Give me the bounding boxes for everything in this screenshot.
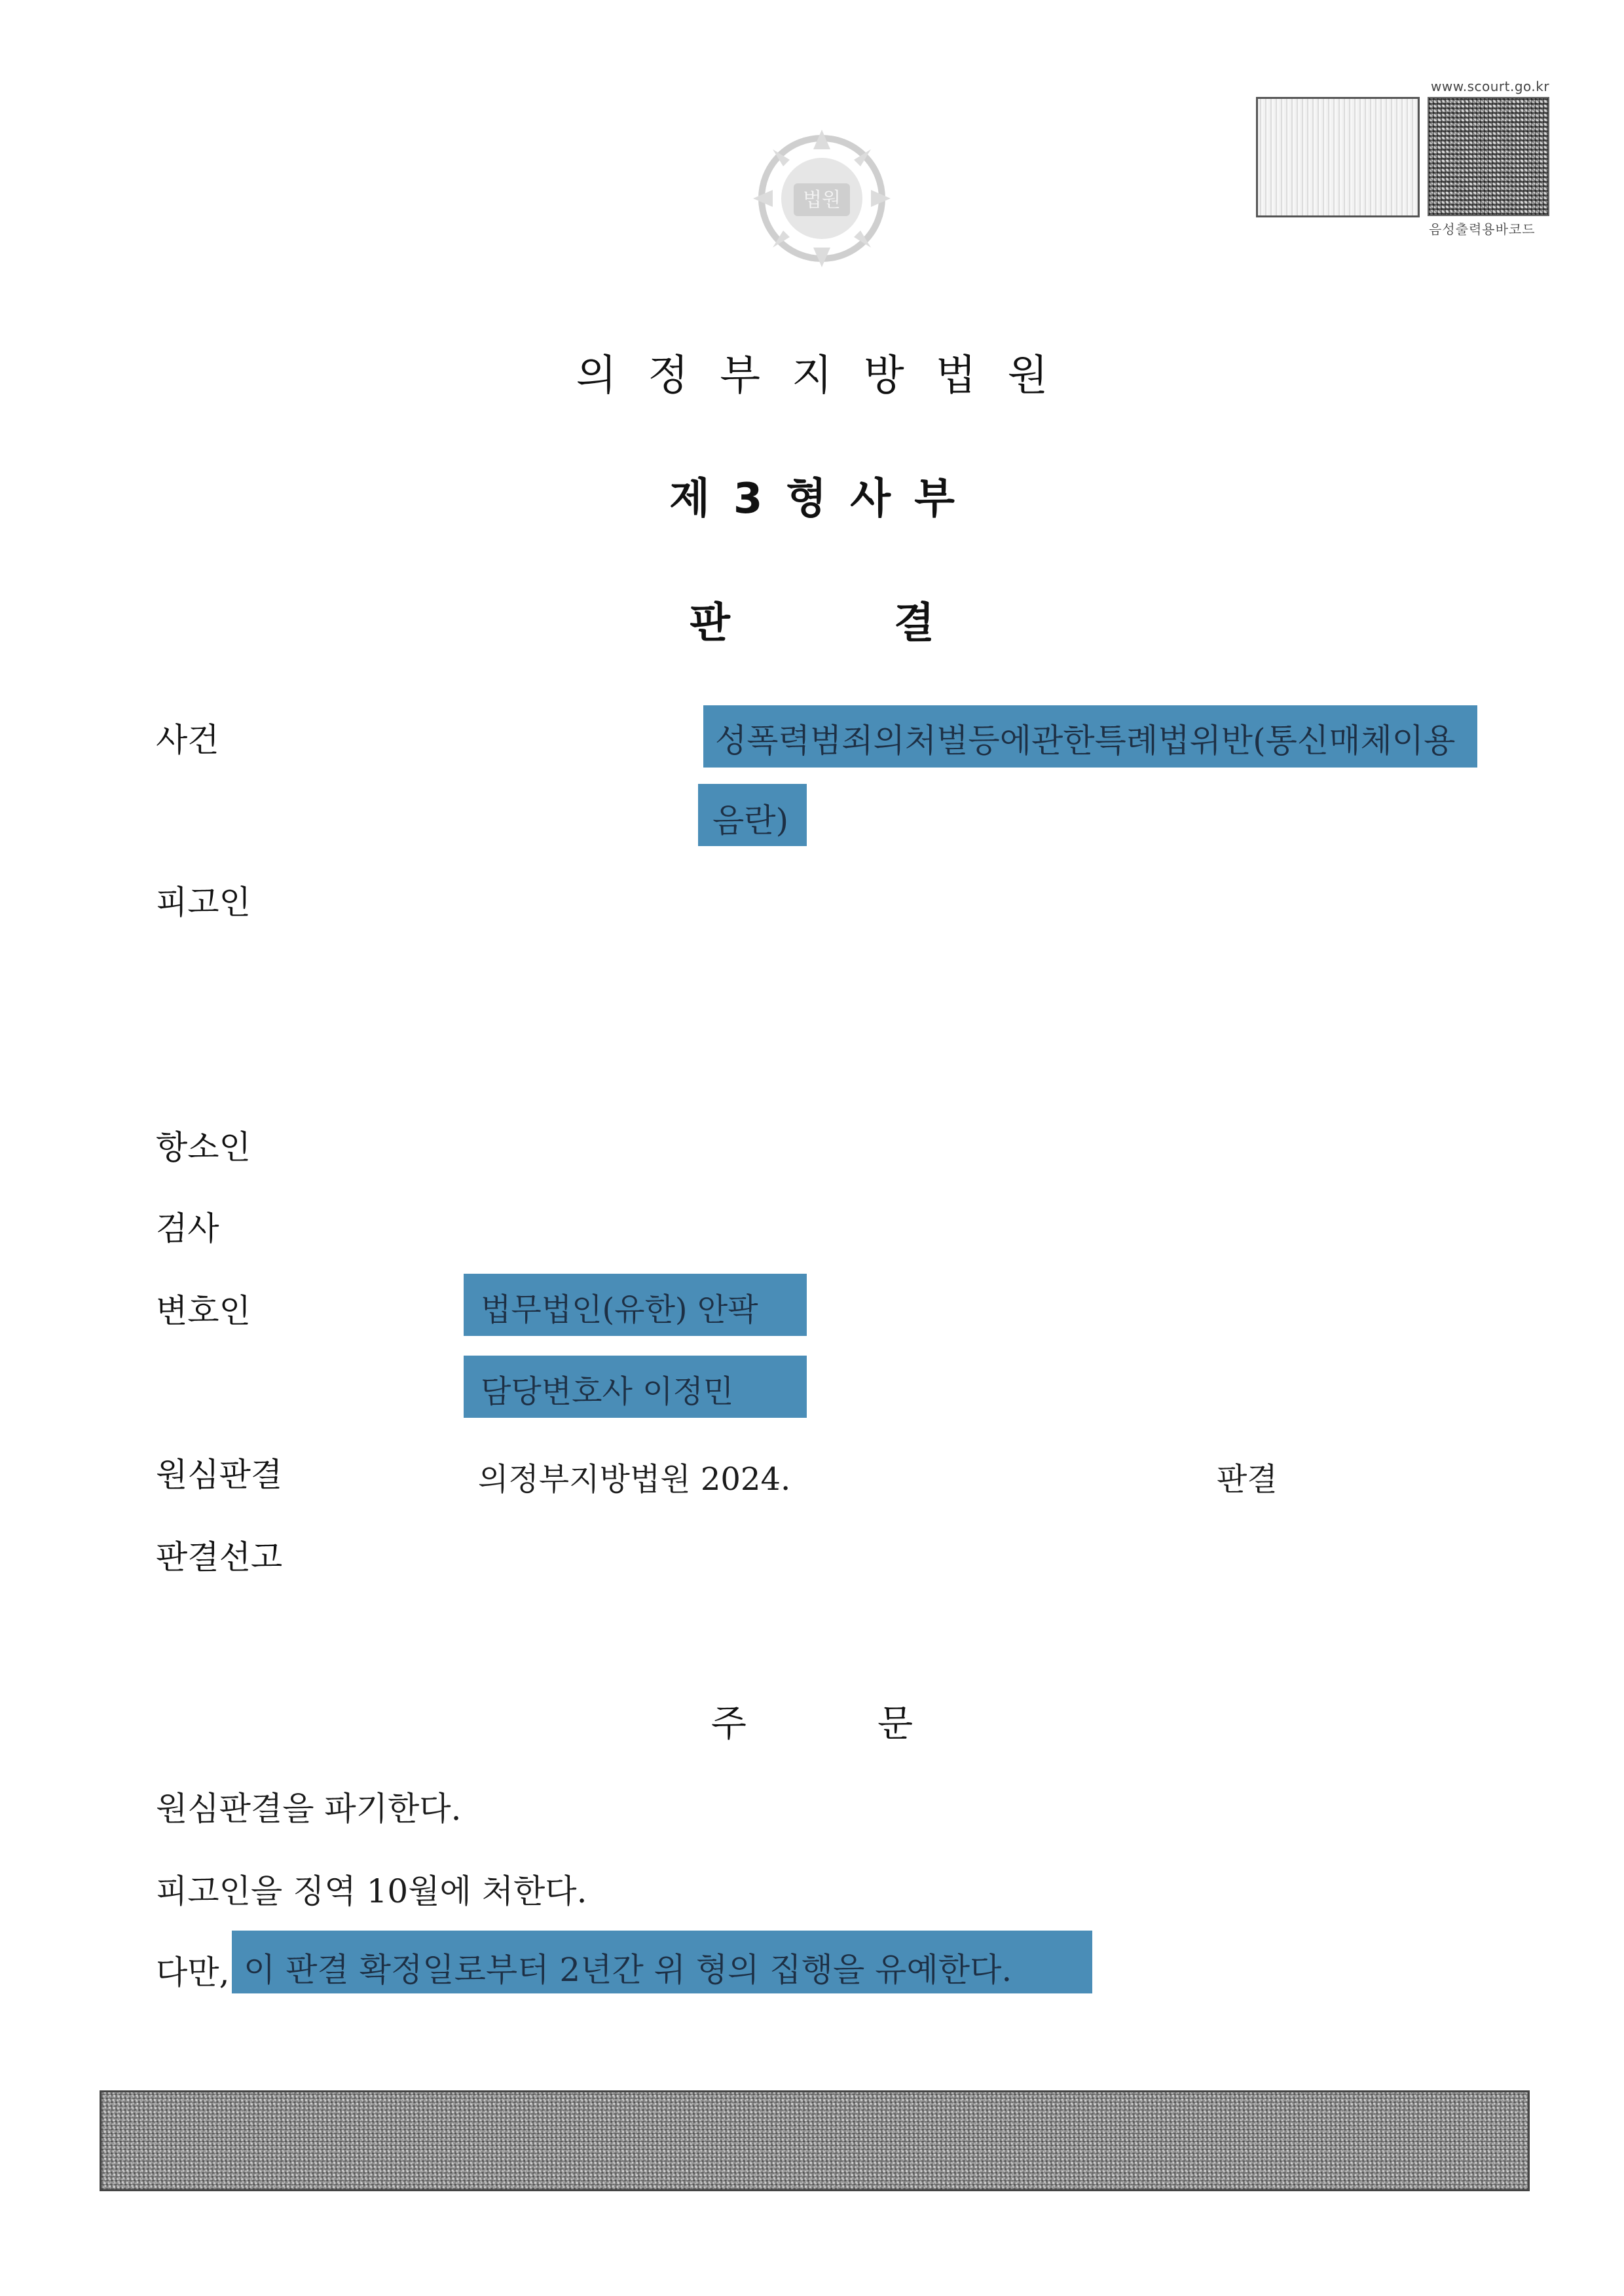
counsel-firm: 법무법인(유한) 안팍 — [464, 1274, 807, 1336]
order-line-3-prefix: 다만, — [156, 1953, 230, 1991]
order-line-2: 피고인을 징역 10월에 처한다. — [156, 1872, 587, 1910]
division-name: 제3형사부 — [669, 475, 978, 523]
document-type: 판결 — [690, 599, 1098, 648]
order-line-1: 원심판결을 파기한다. — [156, 1790, 462, 1828]
case-label: 사건 — [156, 721, 219, 759]
original-judgment-suffix: 판결 — [1217, 1461, 1278, 1498]
counsel-attorney: 담당변호사 이정민 — [464, 1356, 807, 1418]
sentencing-label: 판결선고 — [156, 1538, 283, 1576]
barcode-url: www.scourt.go.kr — [1431, 79, 1550, 94]
original-judgment-label: 원심판결 — [156, 1456, 283, 1494]
barcode-label: 음성출력용바코드 — [1429, 221, 1536, 237]
appellant-label: 항소인 — [156, 1128, 251, 1166]
original-court: 의정부지방법원 2024. — [478, 1461, 791, 1498]
seal-text: 법원 — [803, 189, 841, 212]
defendant-label: 피고인 — [156, 883, 251, 921]
footer-security-band — [100, 2090, 1530, 2191]
case-value-line2: 음란) — [698, 784, 807, 846]
prosecutor-label: 검사 — [156, 1210, 219, 1248]
order-line-3-highlight: 이 판결 확정일로부터 2년간 위 형의 집행을 유예한다. — [232, 1931, 1092, 1993]
court-seal-icon — [747, 123, 897, 274]
qr-code-icon — [1428, 97, 1549, 216]
case-value-line1: 성폭력범죄의처벌등에관한특례법위반(통신매체이용 — [703, 705, 1477, 768]
court-name: 의정부지방법원 — [576, 352, 1080, 400]
counsel-label: 변호인 — [156, 1292, 251, 1330]
main-order-heading: 주문 — [710, 1703, 1044, 1745]
barcode-strip — [1256, 97, 1420, 217]
